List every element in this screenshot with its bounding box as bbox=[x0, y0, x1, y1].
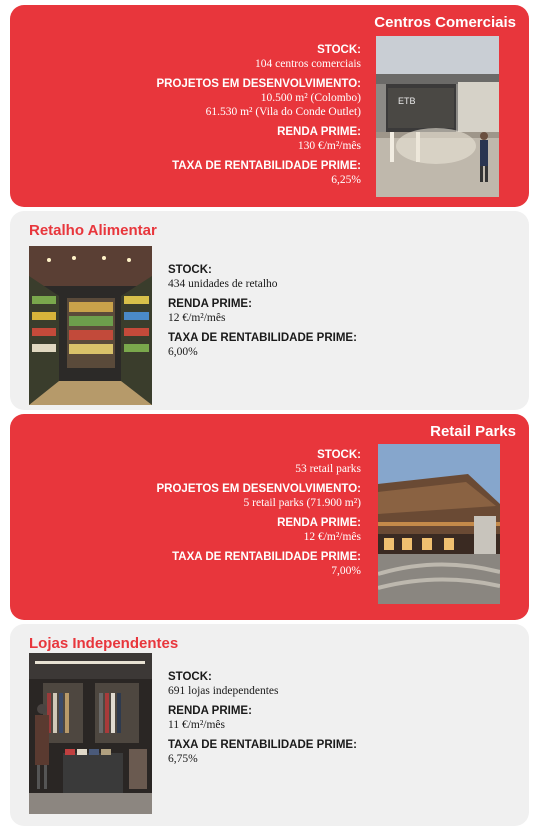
stat-value: 434 unidades de retalho bbox=[168, 278, 278, 290]
stat-label: RENDA PRIME: bbox=[168, 705, 252, 717]
stat-label: STOCK: bbox=[317, 449, 361, 461]
card-centros-comerciais bbox=[10, 5, 529, 207]
stat-value: 6,00% bbox=[168, 346, 198, 358]
stat-label: RENDA PRIME: bbox=[277, 517, 361, 529]
card-lojas-independentes bbox=[10, 624, 529, 826]
stat-label: TAXA DE RENTABILIDADE PRIME: bbox=[168, 332, 357, 344]
card-title: Centros Comerciais bbox=[374, 14, 516, 31]
stat-value: 6,75% bbox=[168, 753, 198, 765]
card-title: Retalho Alimentar bbox=[29, 222, 157, 239]
stats-block bbox=[157, 43, 361, 187]
stat-label: STOCK: bbox=[168, 671, 212, 683]
stat-value: 5 retail parks (71.900 m²) bbox=[243, 497, 361, 509]
clothing-store-photo bbox=[29, 653, 152, 814]
stat-label: PROJETOS EM DESENVOLVIMENTO: bbox=[156, 78, 361, 90]
stat-label: TAXA DE RENTABILIDADE PRIME: bbox=[172, 551, 361, 563]
stat-value: 61.530 m² (Vila do Conde Outlet) bbox=[205, 106, 361, 118]
stat-label: TAXA DE RENTABILIDADE PRIME: bbox=[172, 160, 361, 172]
stat-label: STOCK: bbox=[317, 44, 361, 56]
stat-value: 12 €/m²/mês bbox=[168, 312, 226, 324]
stat-value: 691 lojas independentes bbox=[168, 685, 279, 697]
stat-value: 11 €/m²/mês bbox=[168, 719, 226, 731]
stat-value: 6,25% bbox=[331, 174, 361, 186]
stat-value: 104 centros comerciais bbox=[254, 58, 361, 70]
stats-block bbox=[168, 670, 357, 766]
stats-block bbox=[157, 448, 361, 578]
stat-value: 12 €/m²/mês bbox=[303, 531, 361, 543]
svg-text:ETB: ETB bbox=[398, 96, 416, 106]
stat-label: TAXA DE RENTABILIDADE PRIME: bbox=[168, 739, 357, 751]
stat-label: RENDA PRIME: bbox=[277, 126, 361, 138]
stat-value: 10.500 m² (Colombo) bbox=[260, 92, 361, 104]
stats-block bbox=[168, 263, 357, 359]
stat-label: STOCK: bbox=[168, 264, 212, 276]
card-retalho-alimentar bbox=[10, 211, 529, 410]
stat-value: 130 €/m²/mês bbox=[297, 140, 361, 152]
card-retail-parks bbox=[10, 414, 529, 620]
stat-label: PROJETOS EM DESENVOLVIMENTO: bbox=[156, 483, 361, 495]
card-title: Lojas Independentes bbox=[29, 635, 179, 652]
retail-park-photo bbox=[378, 444, 500, 604]
card-title: Retail Parks bbox=[430, 423, 516, 440]
stat-value: 53 retail parks bbox=[295, 463, 361, 475]
stat-label: RENDA PRIME: bbox=[168, 298, 252, 310]
shopping-mall-photo bbox=[376, 36, 499, 197]
stat-value: 7,00% bbox=[331, 565, 361, 577]
supermarket-aisle-photo bbox=[29, 246, 152, 405]
